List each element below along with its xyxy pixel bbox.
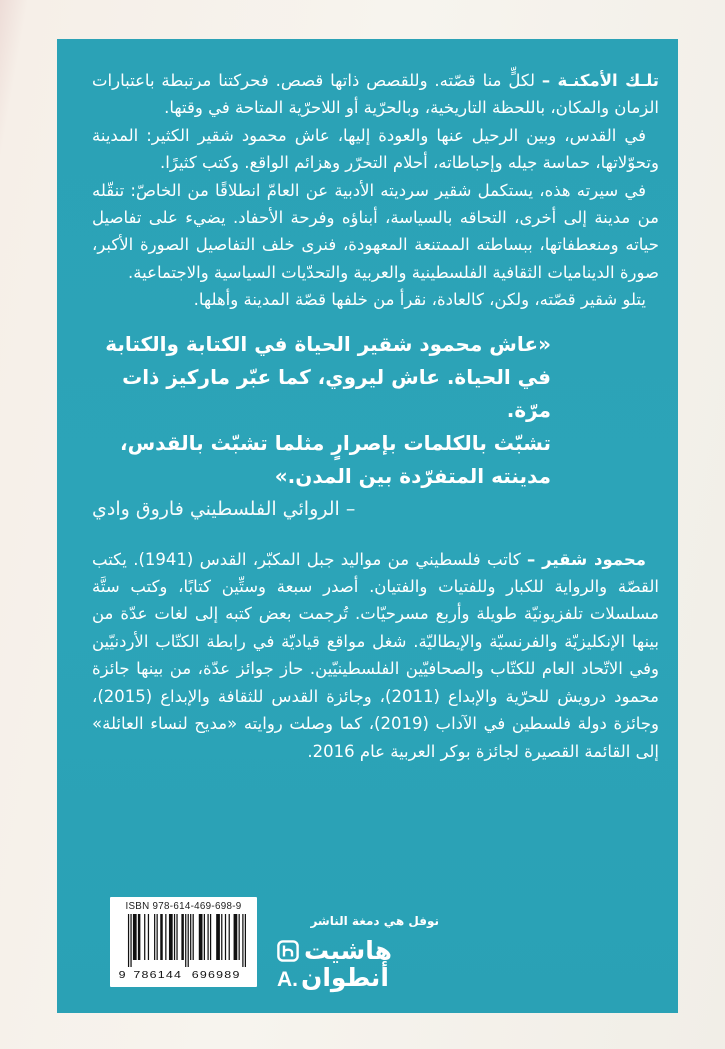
imprint-note: نوفل هي دمغة الناشر — [310, 914, 439, 928]
barcode-box — [110, 897, 257, 987]
barcode-digit-left: 9 — [118, 970, 127, 981]
cover-text-column — [57, 39, 678, 765]
synopsis-paragraph-2: في القدس، وبين الرحيل عنها والعودة إليها، عاش محمود شقير الكثير: المدينة وتحوّلاتها، حماسة جيله وإحباطاته، أحلام التحرّر وهزائم الواقع. وكتب كثيرًا. — [92, 125, 659, 173]
quote-attribution: – الروائي الفلسطيني فاروق وادي — [92, 497, 356, 520]
author-bio-text: كاتب فلسطيني من مواليد جبل المكبّر، القدس (1941). يكتب القصّة والرواية للكبار وللفتيات والفتيان. أصدر سبعة وستِّين كتابًا، وكتب ستَّة مسلسلات تلفزيونيّة طويلة وأربع مسرحيّات. تُرجمت بعض كتبه إلى لغات عدّة من بينها الإنكليزيّة والفرنسيّة والإيطاليّة. شغل مواقع قياديّة في رابطة الكتّاب الأردنيّين وفي الاتّحاد العام للكتّاب والصحافيّين الفلسطينيّين. حاز جوائز عدّة، من بينها جائزة محمود درويش للحرّية والإبداع (2011)، وجائزة القدس للثقافة والإبداع (2015)، وجائزة دولة فلسطين في الآداب (2019)، كما وصلت روايته «مديح لنساء العائلة» إلى القائمة القصيرة لجائزة بوكر العربية عام 2016. — [92, 549, 659, 761]
antoine-a-mark: A. — [277, 968, 298, 991]
barcode-digit-group-1: 786144 — [133, 970, 183, 981]
hachette-h-icon — [277, 940, 299, 962]
ean13-barcode-icon — [118, 914, 246, 981]
publisher-name-line-2 — [277, 965, 439, 991]
book-title-lead: تلـك الأمكنـة – — [541, 71, 660, 90]
author-name-lead: محمود شقير – — [527, 549, 647, 569]
synopsis-paragraph-1 — [92, 67, 659, 122]
synopsis-paragraph-1-text: لكلٍّ منا قصّته. وللقصص ذاتها قصص. فحركتنا مرتبطة باعتبارات الزمان والمكان، باللحظة التاريخية، وبالحرّية أو اللاحرّية المتاحة في وقتها. — [92, 71, 659, 118]
barcode-digit-group-2: 696989 — [191, 970, 241, 981]
publisher-name-line-1 — [277, 936, 439, 965]
synopsis-paragraph-3: في سيرته هذه، يستكمل شقير سرديته الأدبية عن العامّ انطلاقًا من الخاصّ: تنقّله من مدينة إلى أخرى، التحاقه بالسياسة، أبناؤه وفرحة الأحفاد. يضيء على تفاصيل حياته ومنعطفاتها، ببساطته الممتنعة المعهودة، فنرى خلف التفاصيل الصورة الأكبر، صورة الديناميات الثقافية الفلسطينية والعربية والتحدّيات السياسية والاجتماعية. — [92, 180, 659, 282]
author-bio — [92, 546, 659, 765]
book-back-cover — [57, 39, 678, 1013]
publisher-logo-block — [277, 914, 439, 991]
publisher-name-hachette-arabic: هاشيت — [304, 936, 392, 965]
isbn-label: ISBN 978-614-469-698-9 — [125, 901, 242, 912]
publisher-name-antoine-arabic: أنطوان — [301, 963, 389, 992]
synopsis-paragraph-4: يتلو شقير قصّته، ولكن، كالعادة، نقرأ من خلفها قصّة المدينة وأهلها. — [193, 290, 646, 310]
review-quote: «عاش محمود شقير الحياة في الكتابة والكتابة في الحياة. عاش ليروي، كما عبّر ماركيز ذات مرّة. تشبّث بالكلمات بإصرارٍ مثلما تشبّث بالقدس، مدينته المتفرّدة بين المدن.» — [105, 331, 551, 488]
